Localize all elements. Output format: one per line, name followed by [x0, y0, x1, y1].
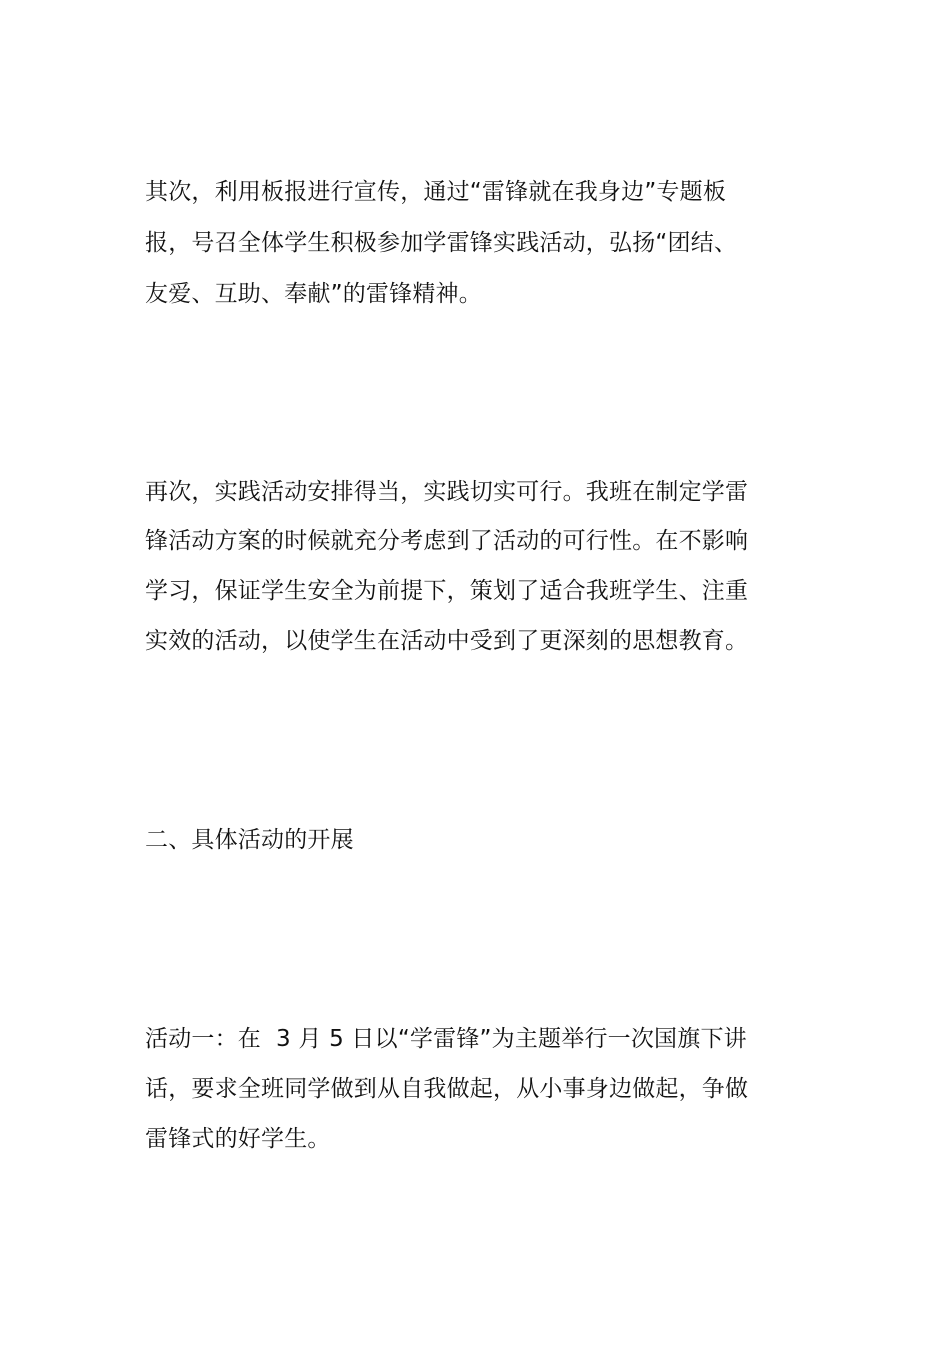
paragraph-line: 再次，实践活动安排得当，实践切实可行。我班在制定学雷: [145, 479, 749, 505]
paragraph-line: 雷锋式的好学生。: [145, 1126, 331, 1152]
paragraph-line: 学习，保证学生安全为前提下，策划了适合我班学生、注重: [145, 578, 749, 604]
paragraph-line: 话，要求全班同学做到从自我做起，从小事身边做起，争做: [145, 1076, 749, 1102]
paragraph-line: 活动一：在 3 月 5 日以“学雷锋”为主题举行一次国旗下讲: [145, 1026, 747, 1052]
paragraph-line: 锋活动方案的时候就充分考虑到了活动的可行性。在不影响: [145, 528, 749, 554]
paragraph-line: 实效的活动，以使学生在活动中受到了更深刻的思想教育。: [145, 628, 749, 654]
paragraph-line: 报，号召全体学生积极参加学雷锋实践活动，弘扬“团结、: [145, 230, 738, 256]
section-heading: 二、具体活动的开展: [145, 827, 354, 853]
paragraph-line: 友爱、互助、奉献”的雷锋精神。: [145, 281, 482, 307]
paragraph-line: 其次，利用板报进行宣传，通过“雷锋就在我身边”专题板: [145, 179, 727, 205]
